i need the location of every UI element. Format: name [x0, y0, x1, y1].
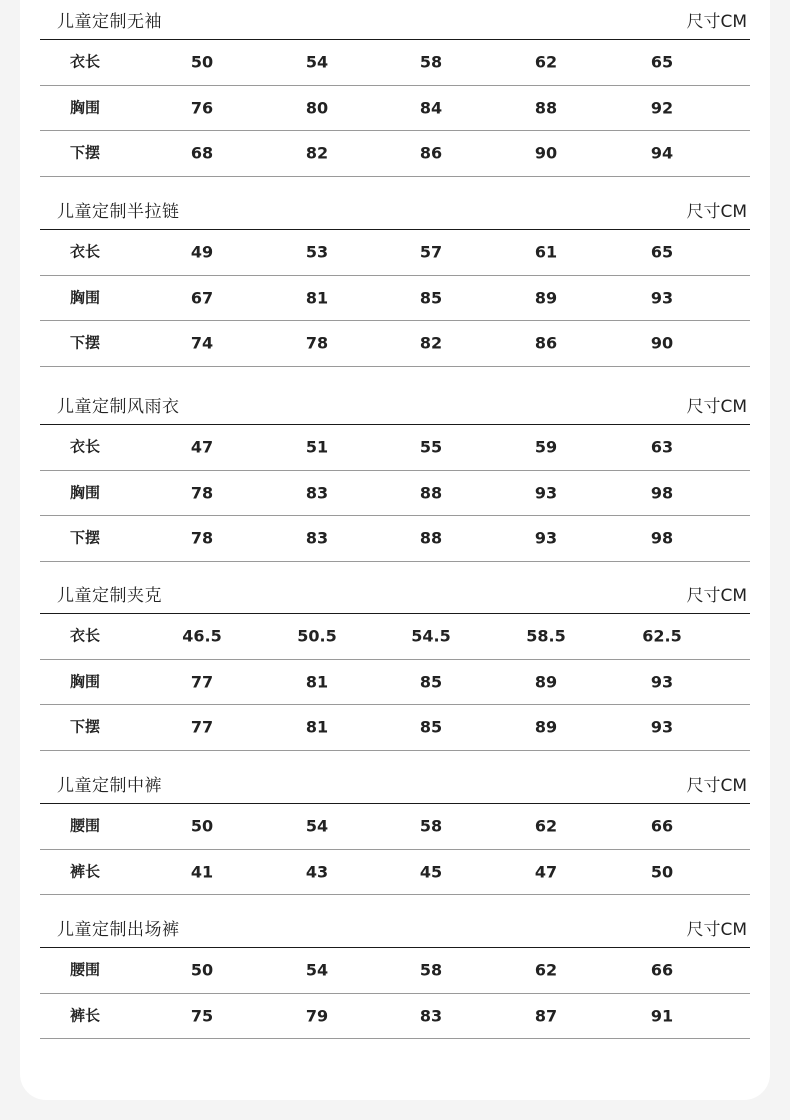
cell-value: 82 [305, 143, 329, 163]
size-table-jacket [40, 575, 750, 751]
cell-value: 89 [534, 672, 558, 692]
row-label: 下摆 [70, 717, 101, 736]
table-row [40, 131, 750, 177]
cell-value: 58.5 [526, 626, 566, 646]
cell-value: 63 [650, 437, 674, 457]
cell-value: 68 [190, 143, 214, 163]
cell-value: 92 [650, 98, 674, 118]
table-row [40, 948, 750, 994]
size-table-shorts [40, 765, 750, 895]
cell-value: 47 [534, 862, 558, 882]
table-header [40, 909, 750, 948]
cell-value: 43 [305, 862, 329, 882]
table-row [40, 471, 750, 517]
size-table-warmup-pants [40, 909, 750, 1039]
cell-value: 86 [419, 143, 443, 163]
cell-value: 90 [534, 143, 558, 163]
cell-value: 66 [650, 960, 674, 980]
cell-value: 85 [419, 288, 443, 308]
unit-label: 尺寸CM [686, 12, 747, 32]
cell-value: 50 [650, 862, 674, 882]
cell-value: 83 [305, 483, 329, 503]
cell-value: 54 [305, 960, 329, 980]
row-label: 腰围 [70, 816, 101, 835]
table-title: 儿童定制夹克 [57, 586, 162, 606]
cell-value: 50 [190, 816, 214, 836]
cell-value: 77 [190, 717, 214, 737]
cell-value: 88 [419, 483, 443, 503]
unit-label: 尺寸CM [686, 776, 747, 796]
table-row [40, 994, 750, 1040]
table-row [40, 516, 750, 562]
row-label: 衣长 [70, 52, 101, 71]
cell-value: 67 [190, 288, 214, 308]
cell-value: 93 [534, 483, 558, 503]
table-title: 儿童定制出场裤 [57, 920, 180, 940]
cell-value: 87 [534, 1006, 558, 1026]
cell-value: 54 [305, 816, 329, 836]
table-row [40, 86, 750, 132]
table-row [40, 804, 750, 850]
cell-value: 53 [305, 242, 329, 262]
table-title: 儿童定制风雨衣 [57, 397, 180, 417]
table-header [40, 765, 750, 804]
cell-value: 50.5 [297, 626, 337, 646]
row-label: 衣长 [70, 242, 101, 261]
cell-value: 54.5 [411, 626, 451, 646]
cell-value: 75 [190, 1006, 214, 1026]
cell-value: 50 [190, 960, 214, 980]
table-row [40, 614, 750, 660]
cell-value: 80 [305, 98, 329, 118]
cell-value: 51 [305, 437, 329, 457]
cell-value: 91 [650, 1006, 674, 1026]
unit-label: 尺寸CM [686, 202, 747, 222]
cell-value: 83 [419, 1006, 443, 1026]
cell-value: 85 [419, 672, 443, 692]
cell-value: 65 [650, 52, 674, 72]
cell-value: 61 [534, 242, 558, 262]
cell-value: 62 [534, 52, 558, 72]
cell-value: 62.5 [642, 626, 682, 646]
row-label: 下摆 [70, 528, 101, 547]
table-title: 儿童定制无袖 [57, 12, 162, 32]
row-label: 胸围 [70, 483, 101, 502]
cell-value: 46.5 [182, 626, 222, 646]
cell-value: 54 [305, 52, 329, 72]
unit-label: 尺寸CM [686, 920, 747, 940]
table-row [40, 705, 750, 751]
cell-value: 98 [650, 528, 674, 548]
cell-value: 41 [190, 862, 214, 882]
row-label: 衣长 [70, 437, 101, 456]
cell-value: 58 [419, 816, 443, 836]
table-row [40, 660, 750, 706]
unit-label: 尺寸CM [686, 397, 747, 417]
cell-value: 81 [305, 672, 329, 692]
cell-value: 93 [534, 528, 558, 548]
table-row [40, 40, 750, 86]
cell-value: 77 [190, 672, 214, 692]
table-header [40, 386, 750, 425]
table-row [40, 425, 750, 471]
size-table-raincoat [40, 386, 750, 562]
cell-value: 58 [419, 960, 443, 980]
row-label: 裤长 [70, 862, 101, 881]
cell-value: 79 [305, 1006, 329, 1026]
cell-value: 78 [190, 528, 214, 548]
row-label: 下摆 [70, 143, 101, 162]
unit-label: 尺寸CM [686, 586, 747, 606]
table-row [40, 850, 750, 896]
size-table-half-zip [40, 191, 750, 367]
cell-value: 89 [534, 717, 558, 737]
table-row [40, 230, 750, 276]
cell-value: 76 [190, 98, 214, 118]
cell-value: 85 [419, 717, 443, 737]
row-label: 胸围 [70, 288, 101, 307]
table-row [40, 276, 750, 322]
cell-value: 58 [419, 52, 443, 72]
row-label: 胸围 [70, 98, 101, 117]
cell-value: 78 [190, 483, 214, 503]
cell-value: 50 [190, 52, 214, 72]
cell-value: 83 [305, 528, 329, 548]
cell-value: 88 [419, 528, 443, 548]
cell-value: 55 [419, 437, 443, 457]
cell-value: 57 [419, 242, 443, 262]
cell-value: 65 [650, 242, 674, 262]
cell-value: 93 [650, 717, 674, 737]
row-label: 胸围 [70, 672, 101, 691]
table-header [40, 191, 750, 230]
cell-value: 81 [305, 717, 329, 737]
row-label: 腰围 [70, 960, 101, 979]
cell-value: 49 [190, 242, 214, 262]
table-header [40, 575, 750, 614]
cell-value: 74 [190, 333, 214, 353]
table-title: 儿童定制半拉链 [57, 202, 180, 222]
cell-value: 86 [534, 333, 558, 353]
table-header [40, 1, 750, 40]
row-label: 衣长 [70, 626, 101, 645]
cell-value: 90 [650, 333, 674, 353]
size-table-sleeveless [40, 1, 750, 177]
row-label: 裤长 [70, 1006, 101, 1025]
cell-value: 84 [419, 98, 443, 118]
cell-value: 62 [534, 816, 558, 836]
cell-value: 45 [419, 862, 443, 882]
cell-value: 66 [650, 816, 674, 836]
cell-value: 59 [534, 437, 558, 457]
table-row [40, 321, 750, 367]
cell-value: 93 [650, 288, 674, 308]
cell-value: 88 [534, 98, 558, 118]
cell-value: 94 [650, 143, 674, 163]
table-title: 儿童定制中裤 [57, 776, 162, 796]
cell-value: 93 [650, 672, 674, 692]
cell-value: 98 [650, 483, 674, 503]
cell-value: 82 [419, 333, 443, 353]
row-label: 下摆 [70, 333, 101, 352]
cell-value: 78 [305, 333, 329, 353]
cell-value: 89 [534, 288, 558, 308]
cell-value: 81 [305, 288, 329, 308]
cell-value: 47 [190, 437, 214, 457]
cell-value: 62 [534, 960, 558, 980]
